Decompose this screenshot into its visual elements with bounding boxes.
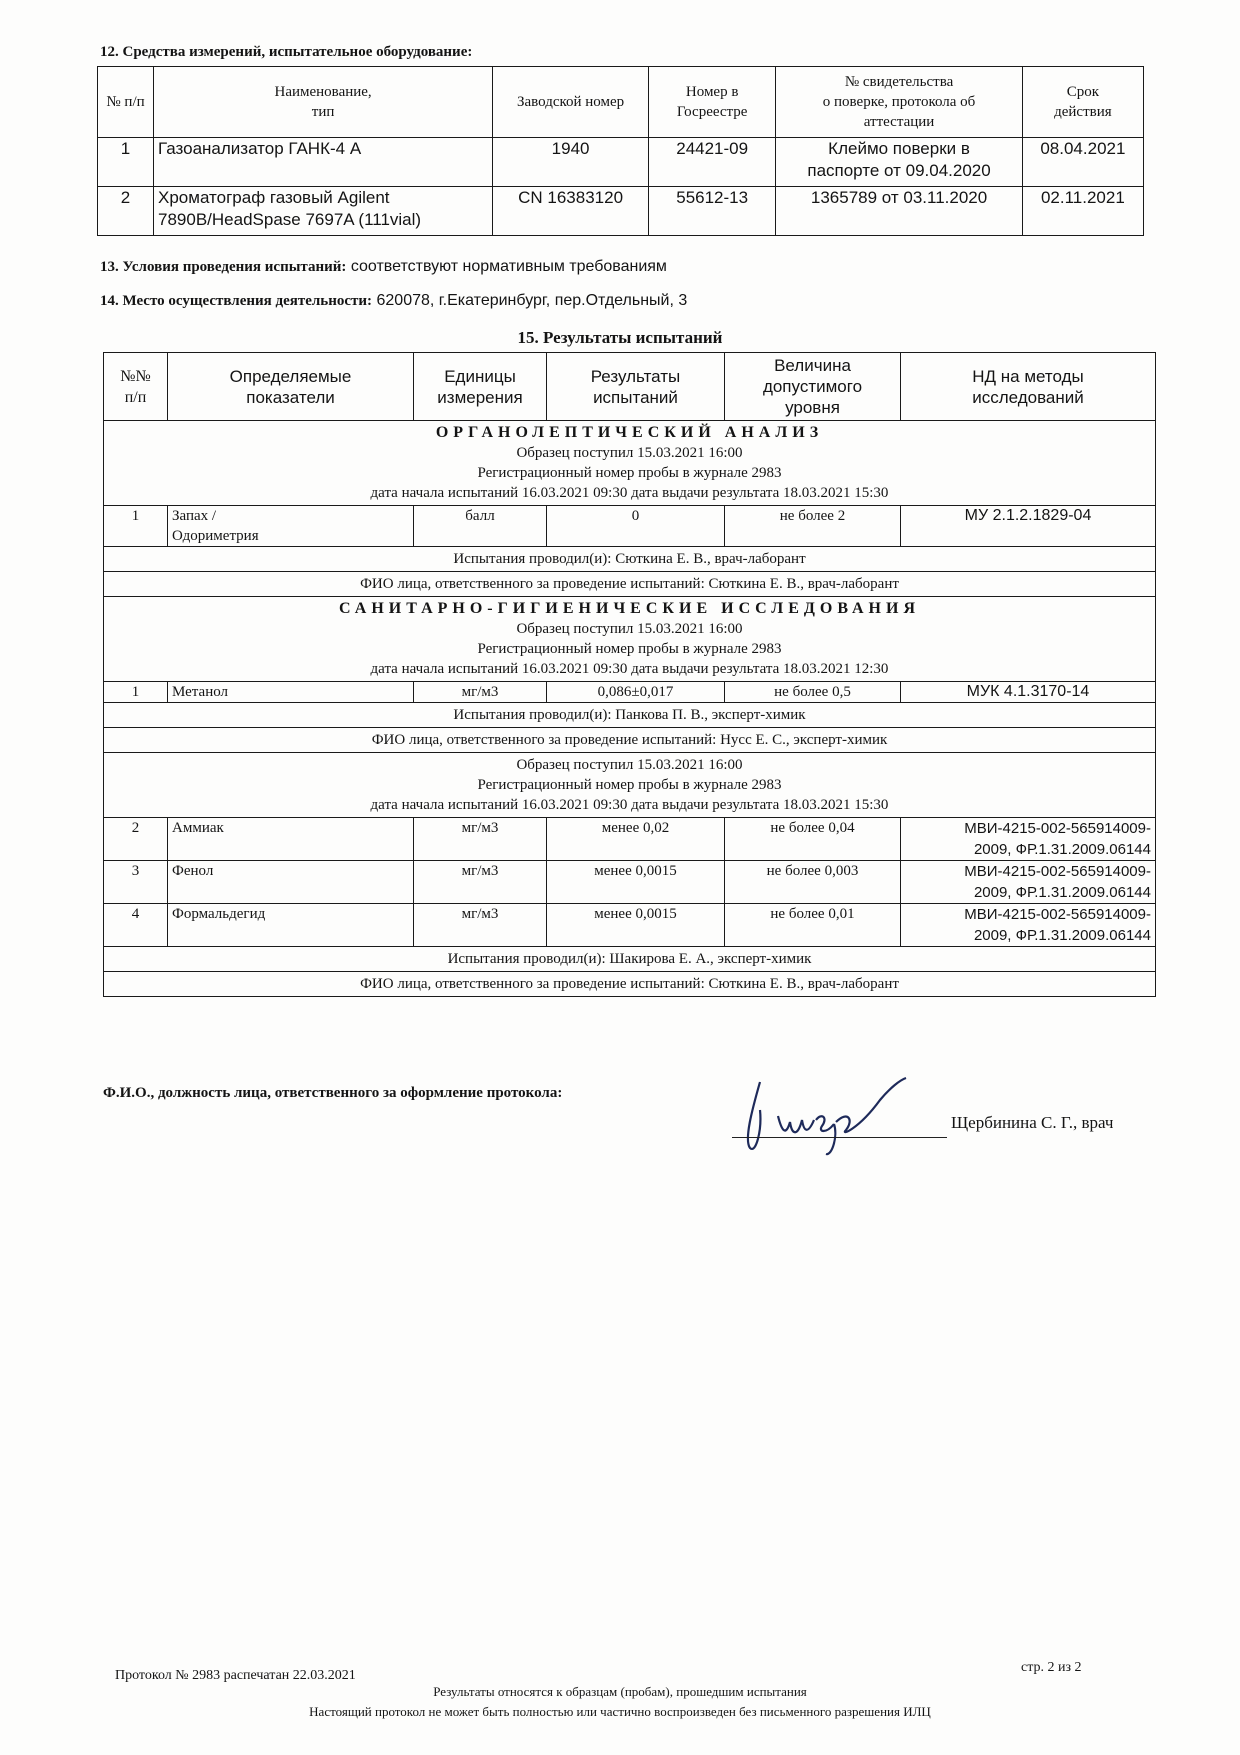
serial-number: CN 16383120 <box>493 187 649 236</box>
method <box>901 904 1156 947</box>
sample-received: Образец поступил 15.03.2021 16:00 <box>516 621 743 637</box>
performed-by-row <box>104 947 1156 972</box>
method: МУ 2.1.2.1829-04 <box>901 506 1156 547</box>
unit: мг/м3 <box>414 861 547 904</box>
performed-by: Испытания проводил(и): Шакирова Е. А., эксперт-химик <box>104 947 1156 972</box>
registration-number: Регистрационный номер пробы в журнале 2983 <box>477 465 782 481</box>
table-row <box>104 682 1156 703</box>
header-indicator-line2: показатели <box>246 387 335 407</box>
header-validity <box>1022 67 1143 138</box>
header-cert-line3: аттестации <box>863 114 935 130</box>
header-indicator <box>168 353 414 421</box>
row-number: 1 <box>104 682 168 703</box>
indicator: Аммиак <box>168 818 414 861</box>
signature-image <box>730 1070 950 1160</box>
header-limit-line3: уровня <box>785 398 840 417</box>
unit: балл <box>414 506 547 547</box>
performed-by-row <box>104 703 1156 728</box>
responsible-person: ФИО лица, ответственного за проведение испытаний: Нусс Е. С., эксперт-химик <box>104 728 1156 753</box>
registry-number: 24421-09 <box>649 138 776 187</box>
sample-received: Образец поступил 15.03.2021 16:00 <box>516 445 743 461</box>
row-number: 3 <box>104 861 168 904</box>
results-table <box>103 352 1156 997</box>
table-row <box>104 861 1156 904</box>
header-unit-line2: измерения <box>437 387 523 407</box>
signature-line <box>732 1137 947 1138</box>
unit: мг/м3 <box>414 818 547 861</box>
section-15-title: 15. Результаты испытаний <box>517 328 723 347</box>
header-nn-line2: п/п <box>124 388 147 406</box>
header-validity-line2: действия <box>1054 104 1112 120</box>
header-limit <box>725 353 901 421</box>
test-dates: дата начала испытаний 16.03.2021 09:30 дата выдачи результата 18.03.2021 15:30 <box>370 485 889 501</box>
footer-note-copyright: Настоящий протокол не может быть полностью или частично воспроизведен без письменного разрешения ИЛЦ <box>309 1704 931 1719</box>
equipment-name-line2: 7890B/HeadSpase 7697A (111vial) <box>158 210 422 229</box>
registration-number: Регистрационный номер пробы в журнале 2983 <box>477 777 782 793</box>
table-row <box>104 904 1156 947</box>
equipment-header-row <box>98 67 1144 138</box>
method-line1: МВИ-4215-002-565914009- <box>964 863 1151 880</box>
section-13-label: 13. Условия проведения испытаний: <box>100 259 347 275</box>
limit: не более 2 <box>725 506 901 547</box>
result: менее 0,02 <box>547 818 725 861</box>
limit: не более 0,003 <box>725 861 901 904</box>
group-title: САНИТАРНО-ГИГИЕНИЧЕСКИЕ ИССЛЕДОВАНИЯ <box>339 600 920 617</box>
performed-by-row <box>104 547 1156 572</box>
certificate-line2: паспорте от 09.04.2020 <box>807 161 991 180</box>
section-13 <box>100 258 667 276</box>
responsible-row <box>104 572 1156 597</box>
limit: не более 0,04 <box>725 818 901 861</box>
equipment-table <box>97 66 1144 236</box>
equipment-name <box>154 138 493 187</box>
result: 0 <box>547 506 725 547</box>
test-dates: дата начала испытаний 16.03.2021 09:30 дата выдачи результата 18.03.2021 15:30 <box>370 797 889 813</box>
indicator: Метанол <box>168 682 414 703</box>
results-header-row <box>104 353 1156 421</box>
header-num: № п/п <box>98 67 154 138</box>
equipment-name-line1: Хроматограф газовый Agilent <box>158 188 390 207</box>
header-serial: Заводской номер <box>493 67 649 138</box>
table-row <box>104 506 1156 547</box>
responsible-person: ФИО лица, ответственного за проведение испытаний: Сюткина Е. В., врач-лаборант <box>104 972 1156 997</box>
unit: мг/м3 <box>414 904 547 947</box>
header-method-line1: НД на методы <box>972 366 1084 386</box>
row-number: 4 <box>104 904 168 947</box>
method-line2: 2009, ФР.1.31.2009.06144 <box>973 927 1151 944</box>
header-cert-line1: № свидетельства <box>844 74 954 90</box>
header-registry-line1: Номер в <box>685 84 739 100</box>
group-header <box>104 597 1156 682</box>
equipment-name-line1: Газоанализатор ГАНК-4 А <box>158 139 362 158</box>
signoff-label: Ф.И.О., должность лица, ответственного за оформление протокола: <box>103 1085 563 1101</box>
indicator: Фенол <box>168 861 414 904</box>
header-nn-line1: №№ <box>120 367 151 385</box>
indicator <box>168 506 414 547</box>
header-method-line2: исследований <box>972 387 1084 407</box>
certificate: 1365789 от 03.11.2020 <box>776 187 1022 236</box>
header-limit-line1: Величина <box>774 356 851 375</box>
header-validity-line1: Срок <box>1066 84 1100 100</box>
table-row <box>104 818 1156 861</box>
method <box>901 818 1156 861</box>
result: менее 0,0015 <box>547 904 725 947</box>
signer-name: Щербинина С. Г., врач <box>951 1113 1114 1132</box>
method <box>901 861 1156 904</box>
table-row <box>98 187 1144 236</box>
header-indicator-line1: Определяемые <box>229 366 352 386</box>
method-line1: МВИ-4215-002-565914009- <box>964 820 1151 837</box>
header-registry <box>649 67 776 138</box>
section-12-title: 12. Средства измерений, испытательное оборудование: <box>100 44 473 60</box>
group-title: ОРГАНОЛЕПТИЧЕСКИЙ АНАЛИЗ <box>435 424 824 441</box>
header-unit-line1: Единицы <box>444 366 516 386</box>
result: менее 0,0015 <box>547 861 725 904</box>
footer-protocol: Протокол № 2983 распечатан 22.03.2021 <box>115 1668 356 1683</box>
method-line2: 2009, ФР.1.31.2009.06144 <box>973 841 1151 858</box>
header-result-line1: Результаты <box>590 366 681 386</box>
header-nn <box>104 353 168 421</box>
header-name-line1: Наименование, <box>274 84 372 100</box>
header-method <box>901 353 1156 421</box>
valid-until: 08.04.2021 <box>1022 138 1143 187</box>
row-number: 1 <box>98 138 154 187</box>
header-unit <box>414 353 547 421</box>
header-name-line2: тип <box>311 104 335 120</box>
section-14-label: 14. Место осуществления деятельности: <box>100 293 373 309</box>
performed-by: Испытания проводил(и): Панкова П. В., эксперт-химик <box>104 703 1156 728</box>
registration-number: Регистрационный номер пробы в журнале 2983 <box>477 641 782 657</box>
header-name <box>154 67 493 138</box>
header-certificate <box>776 67 1022 138</box>
row-number: 2 <box>104 818 168 861</box>
header-cert-line2: о поверке, протокола об <box>822 94 976 110</box>
method-line2: 2009, ФР.1.31.2009.06144 <box>973 884 1151 901</box>
row-number: 2 <box>98 187 154 236</box>
equipment-name <box>154 187 493 236</box>
certificate <box>776 138 1022 187</box>
header-registry-line2: Госреестре <box>676 104 748 120</box>
valid-until: 02.11.2021 <box>1022 187 1143 236</box>
responsible-row <box>104 972 1156 997</box>
responsible-row <box>104 728 1156 753</box>
indicator-line2: Одориметрия <box>172 528 259 544</box>
certificate-line1: Клеймо поверки в <box>828 139 970 158</box>
section-14-value: 620078, г.Екатеринбург, пер.Отдельный, 3 <box>372 292 688 309</box>
test-dates: дата начала испытаний 16.03.2021 09:30 дата выдачи результата 18.03.2021 12:30 <box>370 661 889 677</box>
section-14 <box>100 292 687 310</box>
header-limit-line2: допустимого <box>762 377 863 396</box>
group-header <box>104 753 1156 818</box>
responsible-person: ФИО лица, ответственного за проведение испытаний: Сюткина Е. В., врач-лаборант <box>104 572 1156 597</box>
table-row <box>98 138 1144 187</box>
method-line1: МВИ-4215-002-565914009- <box>964 906 1151 923</box>
header-result-line2: испытаний <box>593 387 678 407</box>
sample-received: Образец поступил 15.03.2021 16:00 <box>516 757 743 773</box>
footer-note-results: Результаты относятся к образцам (пробам), прошедшим испытания <box>433 1684 807 1699</box>
result: 0,086±0,017 <box>547 682 725 703</box>
limit: не более 0,5 <box>725 682 901 703</box>
serial-number: 1940 <box>493 138 649 187</box>
row-number: 1 <box>104 506 168 547</box>
group-header <box>104 421 1156 506</box>
registry-number: 55612-13 <box>649 187 776 236</box>
footer-page-number: стр. 2 из 2 <box>1021 1660 1082 1675</box>
limit: не более 0,01 <box>725 904 901 947</box>
indicator: Формальдегид <box>168 904 414 947</box>
header-result <box>547 353 725 421</box>
performed-by: Испытания проводил(и): Сюткина Е. В., врач-лаборант <box>104 547 1156 572</box>
section-13-value: соответствуют нормативным требованиям <box>346 258 667 275</box>
unit: мг/м3 <box>414 682 547 703</box>
method: МУК 4.1.3170-14 <box>901 682 1156 703</box>
indicator-line1: Запах / <box>172 508 217 524</box>
